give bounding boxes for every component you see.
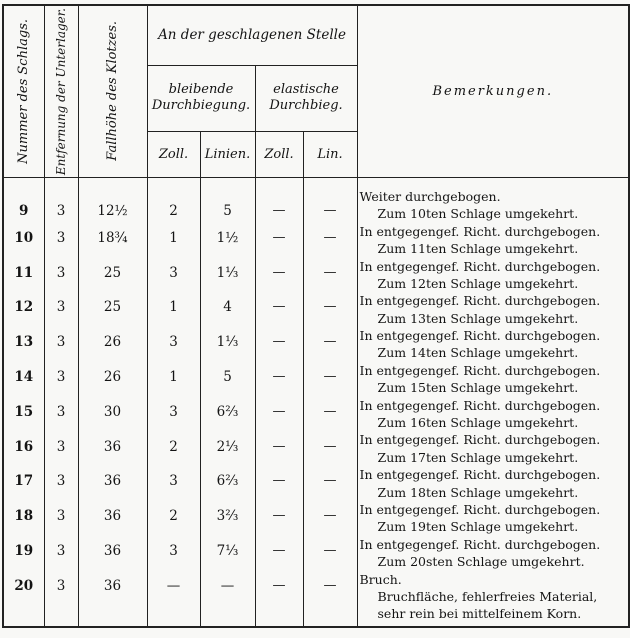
- cell-ez: —: [272, 368, 286, 384]
- cell-ez: —: [272, 403, 286, 419]
- remark-line: Zum 19ten Schlage umgekehrt.: [377, 519, 579, 535]
- remark-line: In entgegengef. Richt. durchgebogen.: [359, 536, 601, 552]
- cell-zoll: 3: [169, 473, 178, 490]
- unit-zoll-1: Zoll.: [147, 131, 200, 177]
- cell-lin: 5: [223, 202, 232, 219]
- cell-el: —: [323, 438, 337, 454]
- header-elastische: elastische Durchbieg.: [255, 65, 357, 131]
- cell-el: —: [323, 508, 337, 524]
- remark-line: Zum 17ten Schlage umgekehrt.: [377, 449, 579, 465]
- cell-el: —: [323, 299, 337, 315]
- remark-line: Zum 15ten Schlage umgekehrt.: [377, 380, 579, 396]
- cell-fall: 36: [103, 508, 122, 525]
- cell-fall: 18¾: [97, 229, 128, 246]
- cell-el: —: [323, 542, 337, 558]
- remark-line: In entgegengef. Richt. durchgebogen.: [359, 328, 601, 344]
- remark-line: Zum 16ten Schlage umgekehrt.: [377, 415, 579, 431]
- remark-line: Zum 12ten Schlage umgekehrt.: [377, 275, 579, 291]
- cell-dist: 3: [56, 229, 66, 246]
- cell-nr: 20: [14, 577, 34, 594]
- remark-line: In entgegengef. Richt. durchgebogen.: [359, 362, 601, 378]
- cell-nr: 15: [14, 403, 34, 420]
- cell-el: —: [323, 264, 337, 280]
- cell-el: —: [323, 368, 337, 384]
- remark-line: Bruch.: [359, 571, 402, 587]
- cell-fall: 36: [103, 473, 122, 490]
- remark-line: Zum 20sten Schlage umgekehrt.: [377, 554, 585, 570]
- cell-nr: 16: [14, 438, 34, 455]
- cell-ez: —: [272, 542, 286, 558]
- cell-lin: 1⅓: [216, 264, 239, 281]
- cell-lin: 3⅔: [216, 508, 239, 525]
- cell-nr: 12: [14, 299, 34, 316]
- col-remarks: [357, 177, 629, 627]
- cell-nr: 19: [14, 542, 34, 559]
- remark-line: In entgegengef. Richt. durchgebogen.: [359, 293, 601, 309]
- cell-nr: 10: [14, 229, 34, 246]
- cell-ez: —: [272, 299, 286, 315]
- cell-lin: 2⅓: [216, 438, 239, 455]
- remark-line: Zum 13ten Schlage umgekehrt.: [377, 310, 579, 326]
- header-entfernung: [44, 5, 78, 177]
- unit-linien: Linien.: [200, 131, 255, 177]
- remark-line: Zum 11ten Schlage umgekehrt.: [377, 241, 579, 257]
- cell-fall: 26: [103, 334, 122, 351]
- cell-dist: 3: [56, 508, 66, 525]
- col-lin: [200, 177, 255, 627]
- cell-ez: —: [272, 508, 286, 524]
- cell-nr: 9: [19, 202, 29, 219]
- cell-ez: —: [272, 473, 286, 489]
- header-bleibende: bleibende Durchbiegung.: [147, 65, 255, 131]
- remark-line: In entgegengef. Richt. durchgebogen.: [359, 223, 601, 239]
- cell-fall: 26: [103, 368, 122, 385]
- col-dist: [44, 177, 78, 627]
- remark-line: Bruchfläche, fehlerfreies Material,: [377, 588, 598, 604]
- header-schlag: [3, 5, 44, 177]
- cell-zoll: 3: [169, 542, 178, 559]
- cell-dist: 3: [56, 334, 66, 351]
- col-el: [303, 177, 357, 627]
- cell-dist: 3: [56, 438, 66, 455]
- cell-fall: 12½: [97, 202, 128, 219]
- data-table: [2, 4, 630, 628]
- cell-zoll: 2: [169, 508, 178, 525]
- cell-ez: —: [272, 229, 286, 245]
- cell-nr: 14: [14, 368, 34, 385]
- cell-fall: 36: [103, 577, 122, 594]
- cell-zoll: 2: [169, 202, 178, 219]
- cell-fall: 36: [103, 438, 122, 455]
- cell-dist: 3: [56, 473, 66, 490]
- cell-el: —: [323, 577, 337, 593]
- header-entfernung-text: Entfernung der Unterlager.: [54, 7, 68, 175]
- cell-zoll: 3: [169, 264, 178, 281]
- cell-nr: 17: [14, 473, 34, 490]
- remark-line: Zum 14ten Schlage umgekehrt.: [377, 345, 579, 361]
- cell-el: —: [323, 473, 337, 489]
- cell-lin: 6⅔: [216, 403, 239, 420]
- remark-line: In entgegengef. Richt. durchgebogen.: [359, 467, 601, 483]
- header-schlag-text: Nummer des Schlags.: [15, 18, 31, 164]
- cell-el: —: [323, 334, 337, 350]
- cell-dist: 3: [56, 264, 66, 281]
- remark-line: Zum 18ten Schlage umgekehrt.: [377, 484, 579, 500]
- unit-lin: Lin.: [303, 131, 357, 177]
- cell-nr: 11: [14, 264, 34, 281]
- remark-line: In entgegengef. Richt. durchgebogen.: [359, 397, 601, 413]
- cell-el: —: [323, 229, 337, 245]
- cell-nr: 18: [14, 508, 34, 525]
- cell-zoll: —: [166, 577, 181, 594]
- cell-lin: 1⅓: [216, 334, 239, 351]
- remark-line: In entgegengef. Richt. durchgebogen.: [359, 432, 601, 448]
- cell-lin: 7⅓: [216, 542, 239, 559]
- unit-zoll-2: Zoll.: [255, 131, 303, 177]
- cell-dist: 3: [56, 368, 66, 385]
- cell-nr: 13: [14, 334, 34, 351]
- remark-line: In entgegengef. Richt. durchgebogen.: [359, 258, 601, 274]
- cell-ez: —: [272, 264, 286, 280]
- cell-el: —: [323, 403, 337, 419]
- cell-ez: —: [272, 334, 286, 350]
- cell-zoll: 2: [169, 438, 178, 455]
- header-fallhoehe-text: Fallhöhe des Klotzes.: [104, 21, 120, 162]
- cell-zoll: 1: [169, 368, 178, 385]
- remark-line: Zum 10ten Schlage umgekehrt.: [377, 206, 579, 222]
- cell-dist: 3: [56, 542, 66, 559]
- cell-dist: 3: [56, 299, 66, 316]
- cell-lin: 6⅔: [216, 473, 239, 490]
- cell-lin: 1½: [216, 229, 239, 246]
- header-remarks-text: Bemerkungen.: [432, 83, 554, 99]
- cell-dist: 3: [56, 202, 66, 219]
- cell-fall: 36: [103, 542, 122, 559]
- col-nr: [3, 177, 44, 627]
- cell-zoll: 3: [169, 334, 178, 351]
- header-remarks: [357, 5, 629, 177]
- cell-zoll: 1: [169, 229, 178, 246]
- remark-line: sehr rein bei mittelfeinem Korn.: [377, 605, 582, 621]
- cell-fall: 30: [103, 403, 122, 420]
- cell-dist: 3: [56, 403, 66, 420]
- col-fall: [78, 177, 147, 627]
- cell-lin: 4: [223, 299, 232, 316]
- cell-zoll: 1: [169, 299, 178, 316]
- header-fallhoehe: [78, 5, 147, 177]
- cell-ez: —: [272, 577, 286, 593]
- remark-line: Weiter durchgebogen.: [359, 188, 501, 204]
- col-zoll: [147, 177, 200, 627]
- cell-fall: 25: [103, 264, 122, 281]
- remark-line: In entgegengef. Richt. durchgebogen.: [359, 501, 601, 517]
- cell-el: —: [323, 202, 337, 218]
- cell-zoll: 3: [169, 403, 178, 420]
- cell-lin: —: [220, 577, 235, 594]
- cell-ez: —: [272, 438, 286, 454]
- cell-ez: —: [272, 202, 286, 218]
- cell-lin: 5: [223, 368, 232, 385]
- cell-fall: 25: [103, 299, 122, 316]
- cell-dist: 3: [56, 577, 66, 594]
- table-body-row: [3, 177, 629, 627]
- header-group: An der geschlagenen Stelle: [147, 5, 357, 65]
- col-ez: [255, 177, 303, 627]
